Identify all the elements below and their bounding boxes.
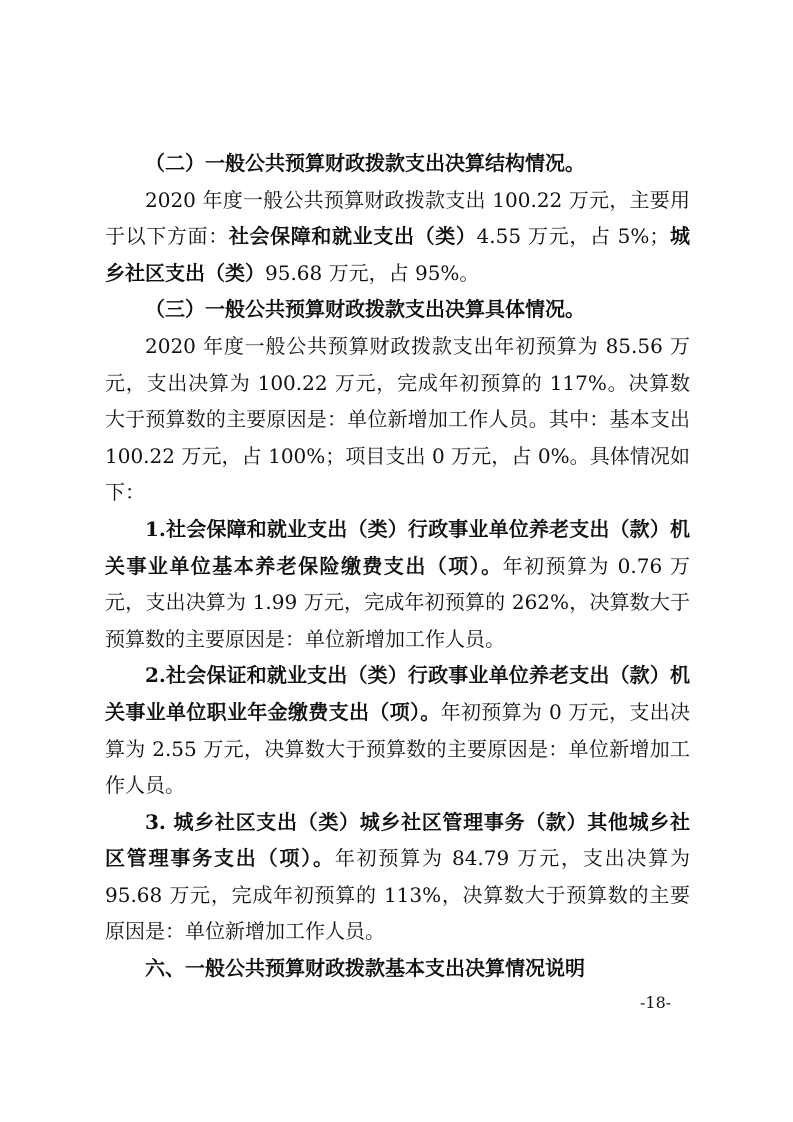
structure-amount-social-security: 4.55 万元，占 5%； <box>476 224 670 249</box>
section-heading-2: （二）一般公共预算财政拨款支出决算结构情况。 <box>145 151 585 175</box>
paragraph-structure <box>105 182 690 292</box>
section-heading-3: （三）一般公共预算财政拨款支出决算具体情况。 <box>145 297 585 322</box>
item-1-title: 1.社会保障和就业支出（类）行政事业单位养老支出（款）机关事业单位基本养老保险缴费支出（项）。 <box>105 516 690 578</box>
structure-text: 2020 年度一般公共预算财政拨款支出 100.22 万元，主要用于以下方面： <box>105 187 690 249</box>
item-3-text: 年初预算为 84.79 万元，支出决算为 95.68 万元，完成年初预算的 113%，决算数大于预算数的主要原因是：单位新增加工作人员。 <box>105 846 690 944</box>
page-number: -18- <box>640 993 672 1012</box>
structure-category-social-security: 社会保障和就业支出（类） <box>228 224 477 249</box>
item-1 <box>105 511 690 657</box>
structure-category-urban-rural: 城乡社区支出（类） <box>105 224 690 285</box>
item-2-text: 年初预算为 0 万元，支出决算为 2.55 万元，决算数大于预算数的主要原因是：单位新增加工作人员。 <box>105 699 690 798</box>
item-2-title: 2.社会保证和就业支出（类）行政事业单位养老支出（款）机关事业单位职业年金缴费支出（项）。 <box>105 663 690 724</box>
item-3-title: 3. 城乡社区支出（类）城乡社区管理事务（款）其他城乡社区管理事务支出（项）。 <box>105 809 690 871</box>
item-3 <box>105 804 690 950</box>
document-body <box>105 145 690 987</box>
paragraph-details: 2020 年度一般公共预算财政拨款支出年初预算为 85.56 万元，支出决算为 100.22 万元，完成年初预算的 117%。决算数大于预算数的主要原因是：单位新增加工作人员。其中：基本支出 100.22 万元，占 100%；项目支出 0 万元，占 0%。具体情况如下： <box>105 333 690 505</box>
item-2 <box>105 657 690 803</box>
item-1-text: 年初预算为 0.76 万元，支出决算为 1.99 万元，完成年初预算的 262%，决算数大于预算数的主要原因是：单位新增加工作人员。 <box>105 553 691 651</box>
section-heading-6: 六、一般公共预算财政拨款基本支出决算情况说明 <box>145 956 585 981</box>
structure-amount-urban-rural: 95.68 万元，占 95%。 <box>265 260 480 285</box>
